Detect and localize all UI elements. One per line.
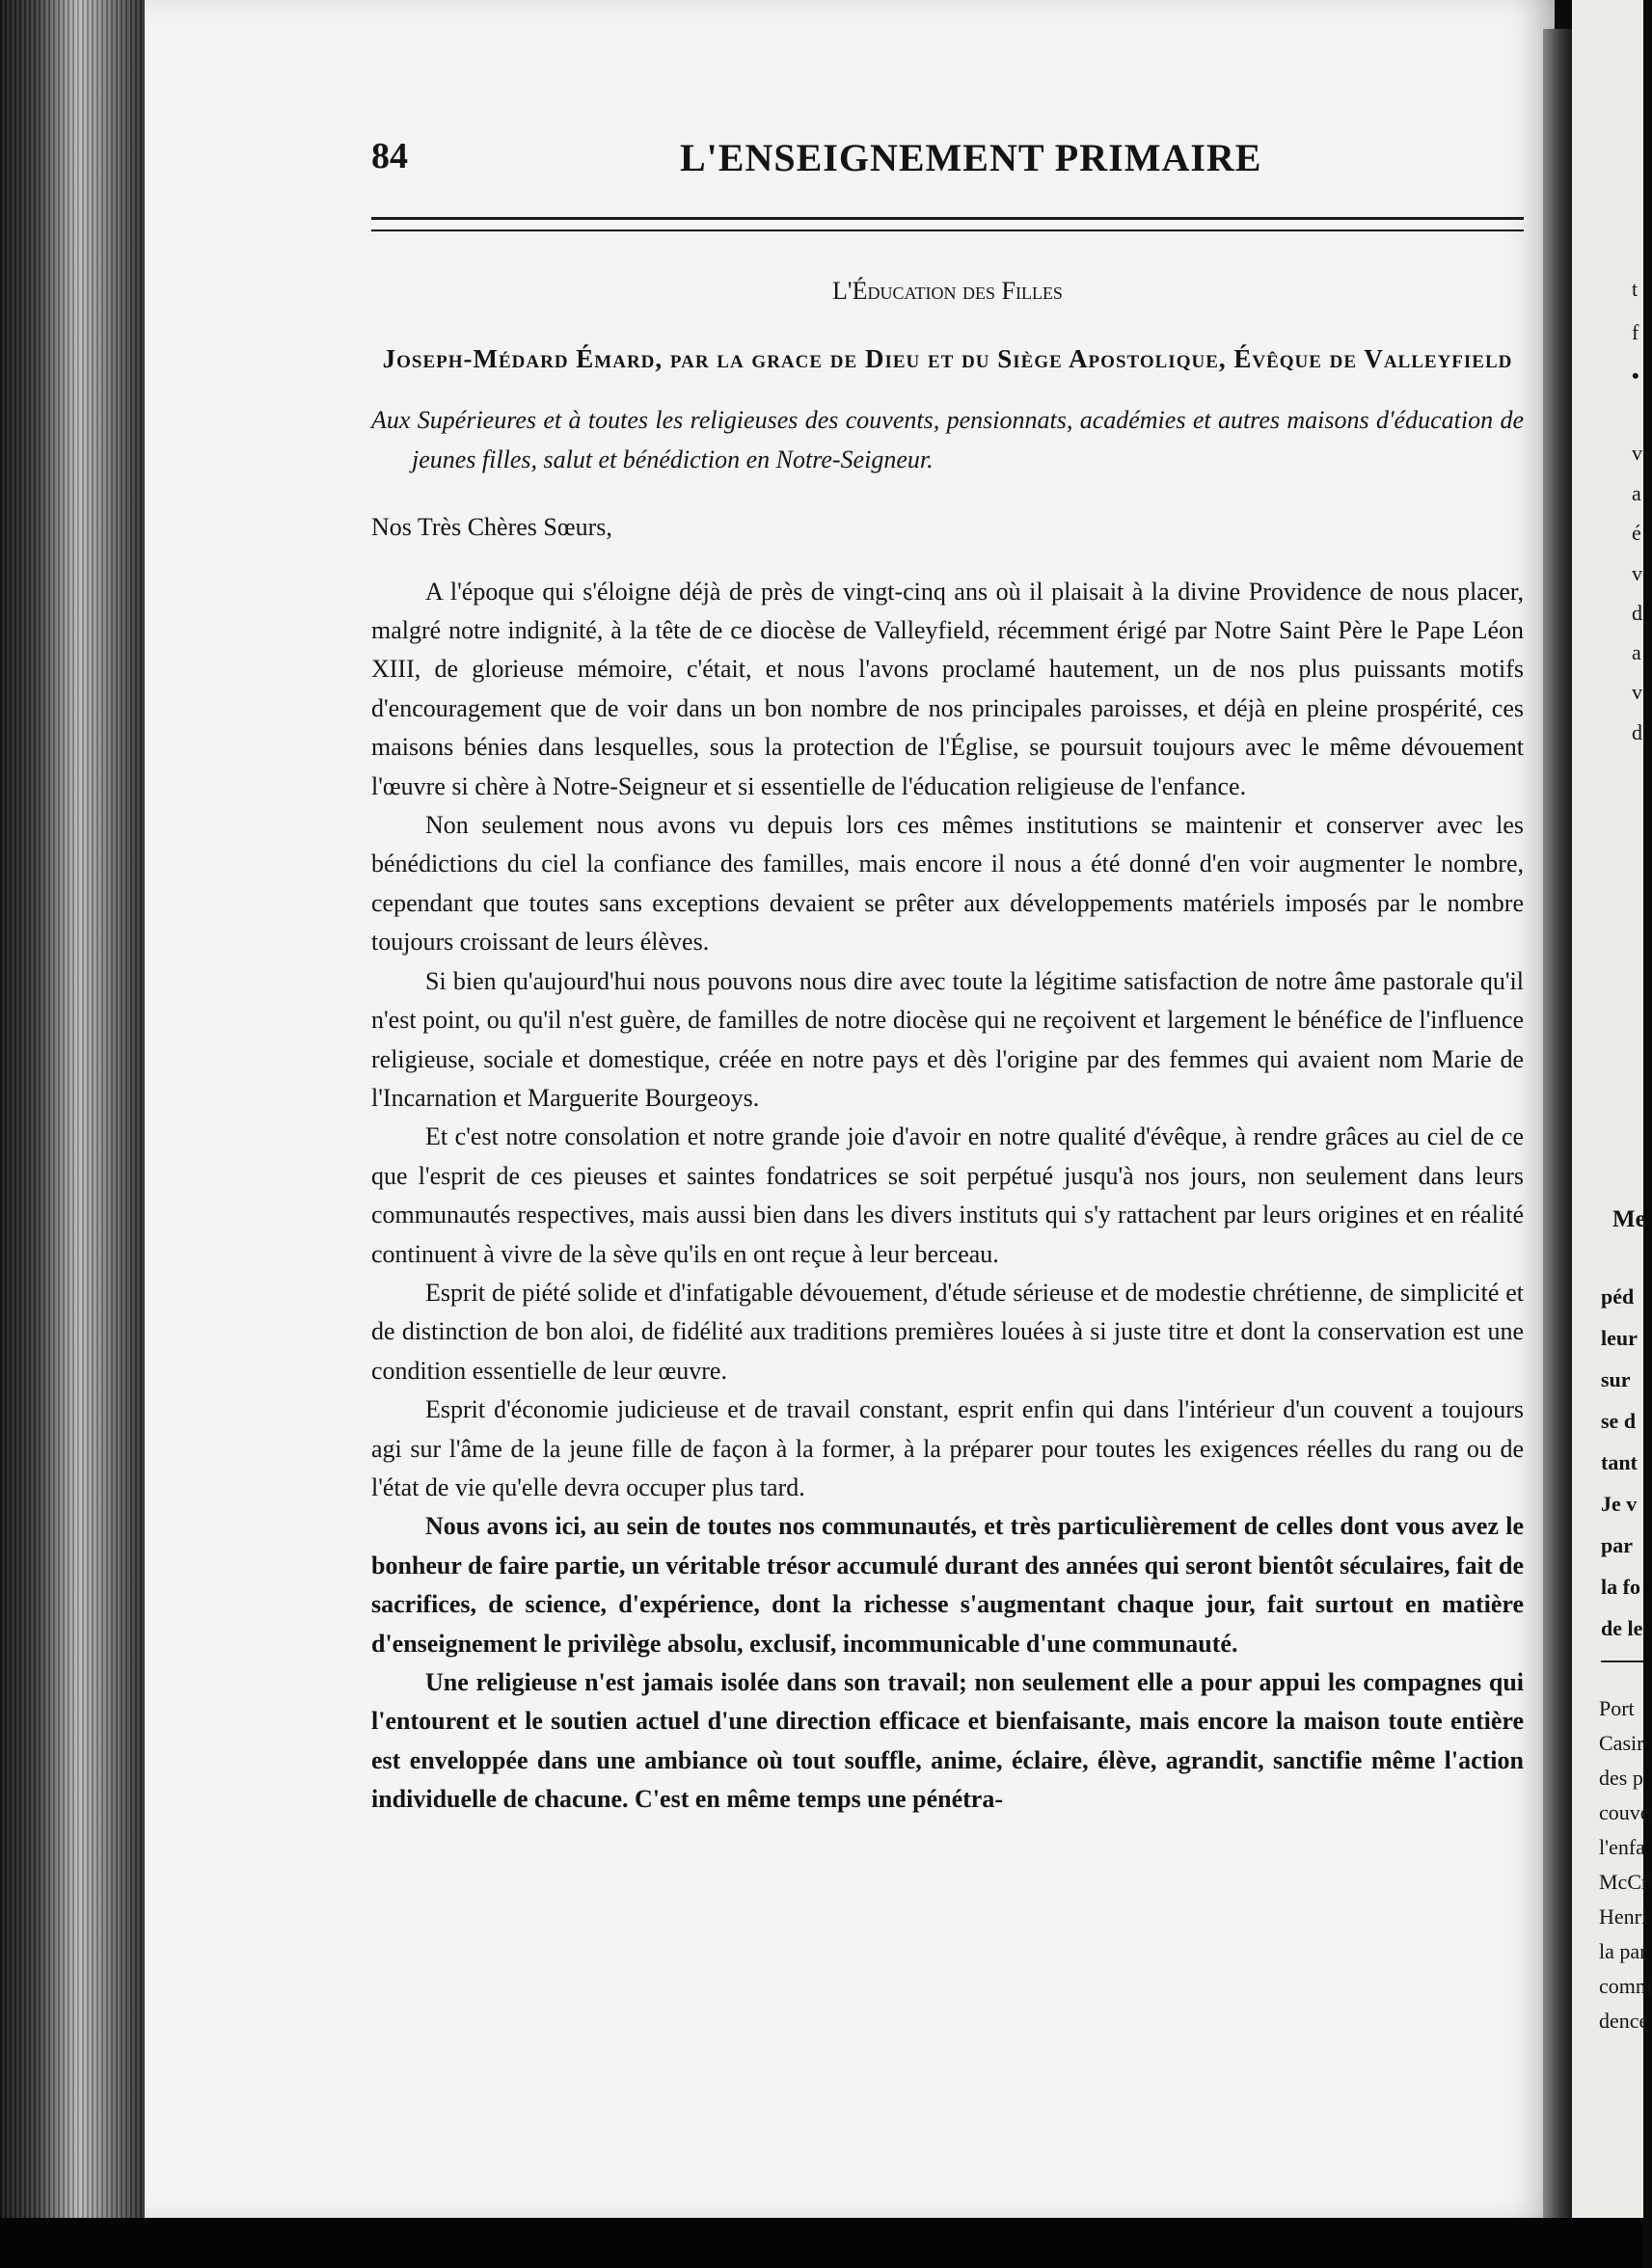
facing-line-c1: Casir — [1599, 1731, 1644, 1755]
article-body — [371, 253, 1524, 1820]
facing-line-c3: couve — [1599, 1800, 1650, 1824]
page-header — [371, 135, 1529, 193]
paragraph-4: Et c'est notre consolation et notre grande joie d'avoir en notre qualité d'évêque, à rendre grâces au ciel de ce que l'esprit de ces pieuses et saintes fondatrices se soit perpétué jusqu'à nos jours, non seulement dans leurs communautés respectives, mais aussi bien dans les divers instituts qui s'y rattachent par leurs origines et en réalité continuent à vivre de la sève qu'ils en ont reçue à leur berceau. — [371, 1122, 1524, 1268]
facing-heading: Me — [1612, 1206, 1646, 1232]
facing-line-a0: t — [1632, 277, 1638, 301]
facing-line-b0: péd — [1601, 1284, 1635, 1309]
facing-line-a3: v — [1632, 441, 1642, 465]
running-title: L'ENSEIGNEMENT PRIMAIRE — [680, 136, 1262, 179]
facing-line-a4: a — [1632, 481, 1641, 505]
facing-line-b4: tant — [1601, 1450, 1638, 1474]
facing-line-a8: a — [1632, 640, 1641, 664]
page-number: 84 — [371, 136, 408, 176]
facing-line-c8: comm — [1599, 1974, 1652, 1998]
facing-line-b7: la fo — [1601, 1575, 1640, 1599]
facing-line-c0: Port — [1599, 1696, 1635, 1720]
article-title: L'Éducation des Filles — [832, 277, 1063, 305]
facing-page — [1572, 0, 1652, 2218]
facing-line-a5: é — [1632, 521, 1641, 545]
header-rule — [371, 217, 1524, 231]
facing-line-a10: d — [1632, 720, 1642, 744]
paragraph-7: Nous avons ici, au sein de toutes nos communautés, et très particulièrement de celles dont vous avez le bonheur de faire partie, un véritable trésor accumulé durant des années qui seront bientôt séculaires, fait de sacrifices, de science, d'expérience, dont la richesse s'augmentant chaque jour, fait surtout en matière d'enseignement le privilège absolu, exclusif, incommunicable d'une communauté. — [371, 1512, 1524, 1658]
facing-line-a1: f — [1632, 320, 1639, 344]
facing-line-b6: par — [1601, 1533, 1633, 1557]
book-spine — [0, 0, 145, 2268]
facing-line-c6: Henri — [1599, 1904, 1648, 1929]
salutation: Nos Très Chères Sœurs, — [371, 513, 612, 542]
paragraph-1: A l'époque qui s'éloigne déjà de près de vingt-cinq ans où il plaisait à la divine Providence de nous placer, malgré notre indignité, à la tête de ce diocèse de Valleyfield, récemment érigé par Notre Saint Père le Pape Léon XIII, de glorieuse mémoire, c'était, et nous l'avons proclamé hautement, un de nos plus puissants motifs d'encouragement que de voir dans un bon nombre de nos principales paroisses, et déjà en pleine prospérité, ces maisons bénies dans lesquelles, sous la protection de l'Église, se poursuit toujours avec le même dévouement l'œuvre si chère à Notre-Seigneur et si essentielle de l'éducation religieuse de l'enfance. — [371, 577, 1524, 800]
facing-line-a2: • — [1632, 364, 1639, 388]
facing-line-b3: se d — [1601, 1409, 1637, 1433]
bishop-line: Joseph-Médard Émard, par la grace de Dieu et du Siège Apostolique, Évêque de Valleyfield — [382, 344, 1513, 374]
facing-line-b5: Je v — [1601, 1492, 1638, 1516]
facing-line-a6: v — [1632, 561, 1642, 585]
page-fold-shadow — [1543, 29, 1572, 2218]
facing-line-b1: leur — [1601, 1326, 1638, 1350]
paragraph-8: Une religieuse n'est jamais isolée dans son travail; non seulement elle a pour appui les compagnes qui l'entourent et le soutien actuel d'une direction efficace et bienfaisante, mais encore la maison toute entière est enveloppée dans une ambiance où tout souffle, anime, éclaire, élève, agrandit, sanctifie même l'action individuelle de chacune. C'est en même temps une pénétra- — [371, 1668, 1524, 1814]
facing-line-b2: sur — [1601, 1367, 1631, 1391]
paragraph-2: Non seulement nous avons vu depuis lors ces mêmes institutions se maintenir et conserver avec les bénédictions du ciel la confiance des familles, mais encore il nous a été donné d'en voir augmenter le nombre, cependant que toutes sans exceptions devaient se prêter aux développements matériels imposés par le nombre toujours croissant de leurs élèves. — [371, 811, 1524, 957]
facing-line-c5: McCr — [1599, 1870, 1649, 1894]
facing-rule — [1601, 1660, 1643, 1662]
facing-line-a9: v — [1632, 680, 1642, 704]
paragraph-3: Si bien qu'aujourd'hui nous pouvons nous dire avec toute la légitime satisfaction de notre âme pastorale qu'il n'est point, ou qu'il n'est guère, de familles de notre diocèse qui ne reçoivent et largement le bénéfice de l'influence religieuse, sociale et domestique, créée en notre pays et dès l'origine par des femmes qui avaient nom Marie de l'Incarnation et Marguerite Bourgeoys. — [371, 966, 1524, 1112]
address-line: Aux Supérieures et à toutes les religieuses des couvents, pensionnats, académies et autres maisons d'éducation de jeunes filles, salut et bénédiction en Notre-Seigneur. — [371, 406, 1524, 473]
facing-line-c2: des p — [1599, 1766, 1643, 1790]
facing-line-a7: d — [1632, 601, 1642, 625]
paragraph-5: Esprit de piété solide et d'infatigable dévouement, d'étude sérieuse et de modestie chrétienne, de simplicité et de distinction de bon aloi, de fidélité aux traditions premières louées à si juste titre et dont la conservation est une condition essentielle de leur œuvre. — [371, 1278, 1524, 1385]
facing-line-c7: la par — [1599, 1939, 1647, 1963]
bottom-edge — [0, 2218, 1643, 2268]
facing-line-b8: de le — [1601, 1616, 1643, 1640]
paragraph-6: Esprit d'économie judicieuse et de travail constant, esprit enfin qui dans l'intérieur d'un couvent a toujours agi sur l'âme de la jeune fille de façon à la former, à la préparer pour toutes les exigences réelles du rang ou de l'état de vie qu'elle devra occuper plus tard. — [371, 1395, 1524, 1501]
facing-line-c4: l'enfa — [1599, 1835, 1645, 1859]
facing-line-c9: dence — [1599, 2009, 1649, 2033]
